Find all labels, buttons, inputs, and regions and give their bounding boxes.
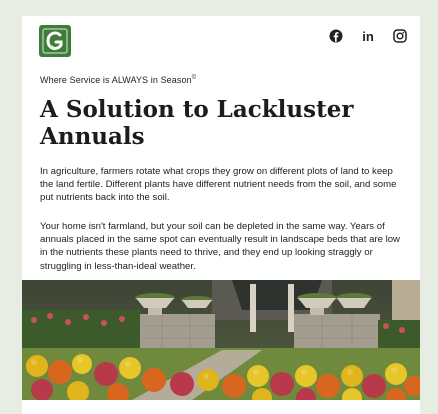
linkedin-icon: in [362, 28, 374, 44]
facebook-link[interactable] [327, 27, 345, 45]
facebook-icon [329, 29, 343, 43]
article-title: A Solution to Lackluster Annuals [40, 96, 354, 150]
email-card [22, 16, 420, 414]
copyright-mark: © [191, 75, 197, 81]
greenery-logo-icon [42, 28, 68, 54]
paragraph-soil-depletion: Your home isn't farmland, but your soil can be depleted in the same way. Years of annuals placed in the same spot can eventually result in landscape beds that are low in the nutrients these plants need to thrive, and they end up looking straggly or struggling in less-than-ideal weather. [40, 221, 400, 272]
paragraph-crop-rotation: In agriculture, farmers rotate what crops they grow on different plots of land to keep the land fertile. Different plants have different nutrient needs from the soil, and some put nutrients back into the soil. [40, 166, 397, 204]
linkedin-link[interactable] [359, 27, 377, 45]
tagline [40, 75, 196, 85]
instagram-icon [393, 29, 407, 43]
instagram-link[interactable] [391, 27, 409, 45]
tagline-text: Where Service is ALWAYS in Season [40, 75, 192, 85]
garden-photo [22, 280, 420, 400]
company-logo[interactable] [39, 25, 71, 57]
